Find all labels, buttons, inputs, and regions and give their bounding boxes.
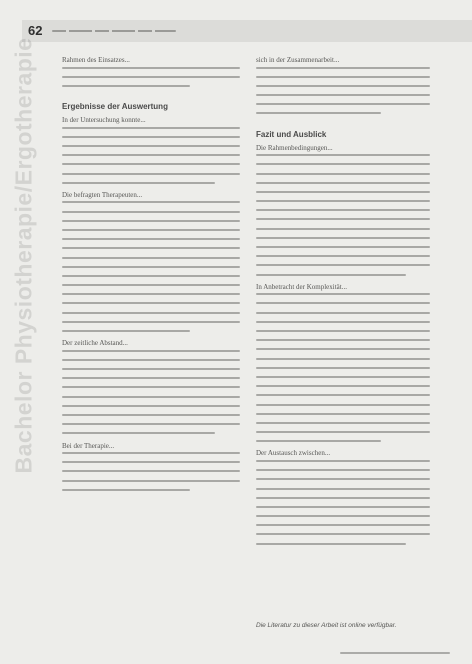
text-line <box>62 330 190 332</box>
text-line <box>256 488 430 490</box>
text-line <box>62 211 240 213</box>
text-line <box>256 533 430 535</box>
text-line <box>62 293 240 295</box>
text-line <box>62 238 240 240</box>
text-line <box>62 257 240 259</box>
text-line <box>256 469 430 471</box>
text-line <box>62 182 215 184</box>
text-line <box>256 497 430 499</box>
text-line <box>62 396 240 398</box>
right-column <box>256 56 430 646</box>
text-line <box>256 112 381 114</box>
text-line <box>256 339 430 341</box>
text-line <box>62 302 240 304</box>
text-line <box>256 312 430 314</box>
page-number: 62 <box>28 23 43 38</box>
text-line <box>256 404 430 406</box>
text-line <box>256 173 430 175</box>
text-line <box>62 321 240 323</box>
text-line <box>256 209 430 211</box>
text-line <box>62 229 240 231</box>
text-line <box>256 200 430 202</box>
text-line <box>62 312 240 314</box>
text-line <box>256 76 430 78</box>
text-line <box>256 237 430 239</box>
text-line <box>62 489 190 491</box>
left-column <box>62 56 240 646</box>
text-line <box>62 480 240 482</box>
text-line <box>256 376 430 378</box>
text-line <box>62 163 240 165</box>
text-line <box>62 350 240 352</box>
text-line <box>256 543 406 545</box>
text-line <box>256 367 430 369</box>
text-line <box>256 515 430 517</box>
text-line <box>256 524 430 526</box>
text-line <box>256 385 430 387</box>
text-line <box>256 85 430 87</box>
text-line <box>62 275 240 277</box>
section-heading: Fazit und Ausblick <box>256 129 327 139</box>
text-line <box>256 191 430 193</box>
text-line <box>256 163 430 165</box>
text-line <box>256 103 430 105</box>
watermark-text: Bachelor Physiotherapie/Ergotherapie <box>10 37 37 473</box>
text-line <box>256 431 430 433</box>
text-line <box>256 478 430 480</box>
text-line <box>256 330 430 332</box>
text-line <box>62 127 240 129</box>
text-line <box>62 67 240 69</box>
text-line <box>62 432 215 434</box>
text-line <box>62 284 240 286</box>
text-line <box>256 94 430 96</box>
text-line <box>62 405 240 407</box>
text-line <box>62 173 240 175</box>
left-intro-snippet: Rahmen des Einsatzes... <box>62 56 130 64</box>
text-line <box>62 470 240 472</box>
text-line <box>256 293 430 295</box>
text-line <box>256 218 430 220</box>
text-line <box>62 145 240 147</box>
text-line <box>256 413 430 415</box>
paragraph-snippet: In Anbetracht der Komplexität... <box>256 282 347 291</box>
text-line <box>62 368 240 370</box>
paragraph-snippet: Bei der Therapie... <box>62 441 115 450</box>
text-line <box>256 274 406 276</box>
paragraph-snippet: In der Untersuchung konnte... <box>62 116 146 125</box>
text-line <box>256 228 430 230</box>
side-watermark <box>6 37 42 473</box>
text-line <box>256 460 430 462</box>
text-line <box>62 136 240 138</box>
text-line <box>62 85 190 87</box>
running-title-placeholder <box>52 30 176 32</box>
text-line <box>256 246 430 248</box>
text-line <box>62 452 240 454</box>
paragraph-snippet: Der zeitliche Abstand... <box>62 339 128 348</box>
text-line <box>62 377 240 379</box>
text-line <box>62 201 240 203</box>
text-line <box>62 76 240 78</box>
text-line <box>62 247 240 249</box>
text-line <box>62 423 240 425</box>
text-line <box>256 506 430 508</box>
text-line <box>256 348 430 350</box>
text-line <box>256 302 430 304</box>
text-line <box>62 461 240 463</box>
text-line <box>256 321 430 323</box>
text-line <box>256 255 430 257</box>
text-line <box>62 386 240 388</box>
text-line <box>256 67 430 69</box>
paragraph-snippet: Der Austausch zwischen... <box>256 449 331 458</box>
text-line <box>256 264 430 266</box>
figure-caption: Die Literatur zu dieser Arbeit ist online verfügbar. <box>256 622 397 629</box>
text-line <box>62 414 240 416</box>
text-line <box>62 266 240 268</box>
text-line <box>62 359 240 361</box>
text-line <box>62 154 240 156</box>
text-line <box>256 422 430 424</box>
section-heading: Ergebnisse der Auswertung <box>62 102 168 112</box>
text-line <box>256 182 430 184</box>
text-line <box>256 394 430 396</box>
text-line <box>256 154 430 156</box>
text-line <box>62 220 240 222</box>
paragraph-snippet: Die Rahmenbedingungen... <box>256 143 333 152</box>
text-line <box>256 358 430 360</box>
right-top-snippet: sich in der Zusammenarbeit... <box>256 56 340 64</box>
paragraph-snippet: Die befragten Therapeuten... <box>62 190 143 199</box>
footer-journal-placeholder <box>340 652 450 654</box>
text-line <box>256 440 381 442</box>
